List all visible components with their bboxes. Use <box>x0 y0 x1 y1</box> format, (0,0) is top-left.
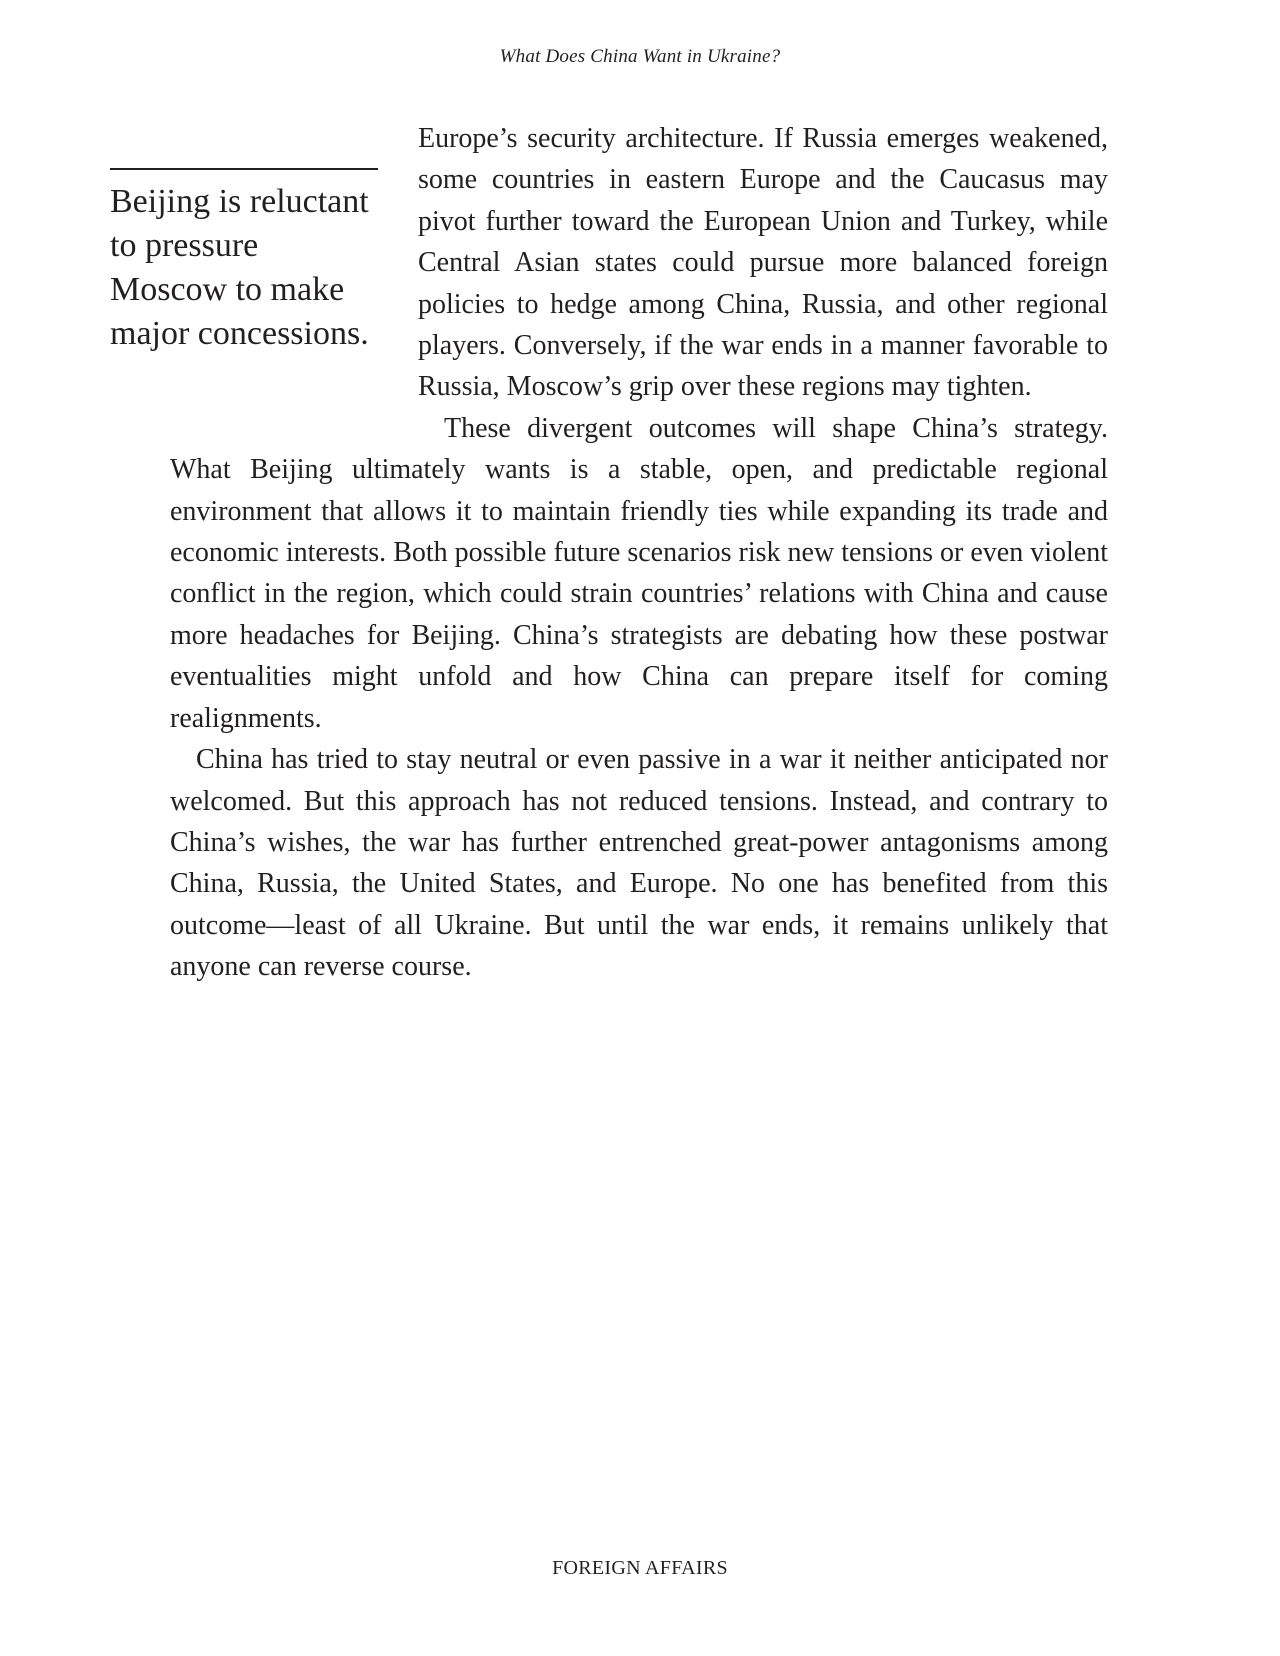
paragraph-continued: Europe’s security architecture. If Russia emerges weakened, some countries in eastern Europe and the Caucasus may pivot further toward the European Union and Turkey, while Central Asian states could pursue more balanced foreign policies to hedge among China, Russia, and other regional players. Conversely, if the war ends in a manner favorable to Russia, Moscow’s grip over these regions may tighten. <box>418 123 1108 403</box>
paragraph: China has tried to stay neutral or even passive in a war it neither anticipated nor welcomed. But this approach has not reduced tensions. Instead, and contrary to China’s wishes, the war has further entrenched great-power antagonisms among China, Russia, the United States, and Europe. No one has benefited from this outcome—least of all Ukraine. But until the war ends, it remains unlikely that anyone can reverse course. <box>170 744 1108 983</box>
article-body <box>110 118 1108 988</box>
running-head: What Does China Want in Ukraine? <box>499 46 781 67</box>
paragraph: These divergent outcomes will shape China’s strategy. What Beijing ultimately wants is a stable, open, and predictable regional environment that allows it to maintain friendly ties while expanding its trade and economic interests. Both possible future scenarios risk new tensions or even violent conflict in the region, which could strain countries’ relations with China and cause more headaches for Beijing. China’s strategists are debating how these postwar eventualities might unfold and how China can prepare itself for coming realignments. <box>170 412 1108 734</box>
footer-publication-name: FOREIGN AFFAIRS <box>552 1557 728 1579</box>
pull-quote: Beijing is reluctant to pressure Moscow to make major concessions. <box>110 168 378 356</box>
